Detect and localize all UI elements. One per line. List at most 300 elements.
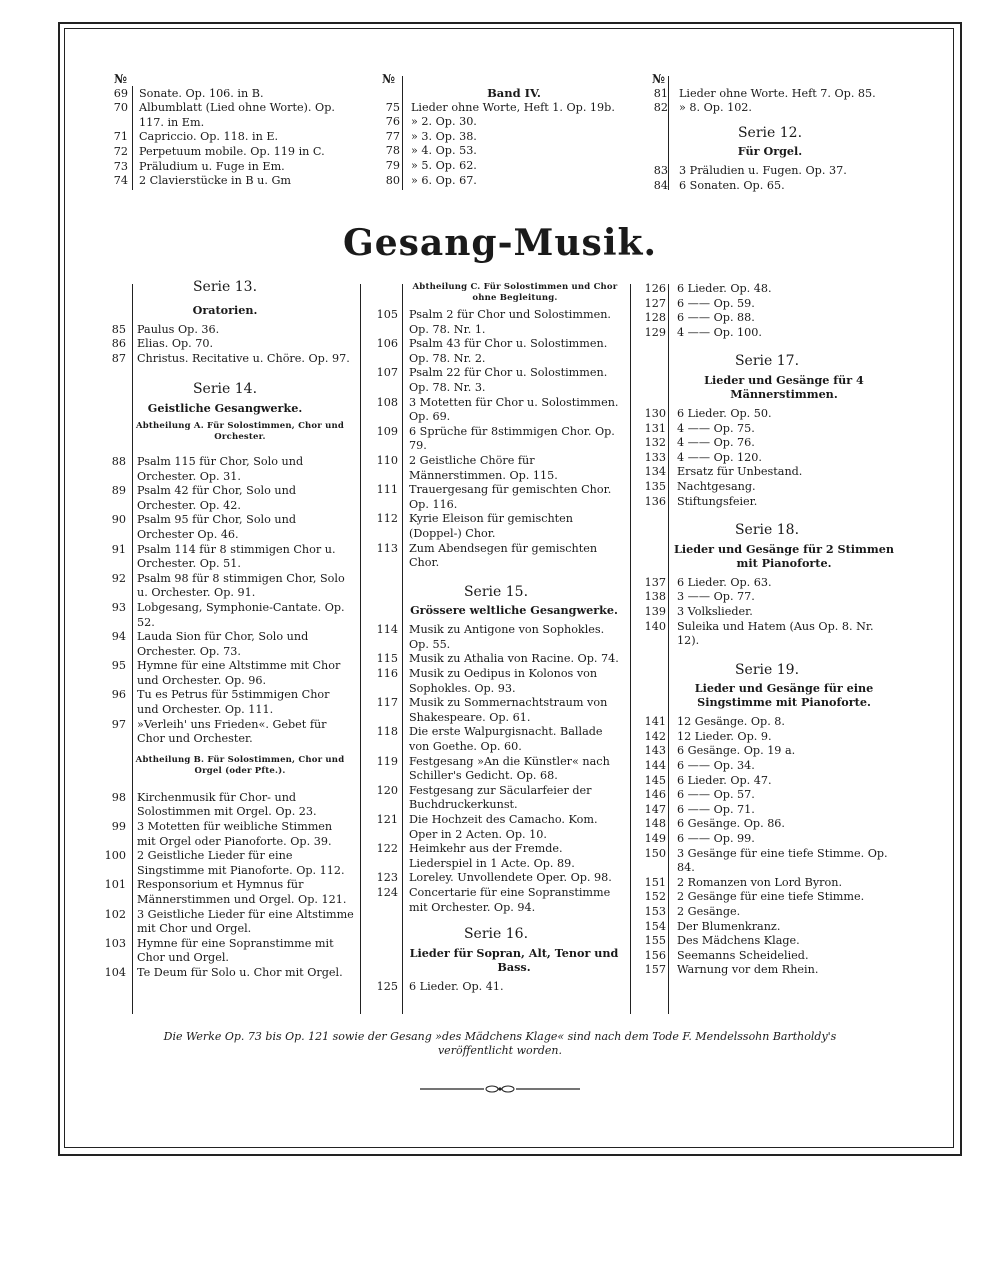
entry-title: 2 Gesänge für eine tiefe Stimme. [677, 890, 865, 904]
entry-title: Lobgesang, Symphonie-Cantate. Op. 52. [137, 600, 345, 629]
list-item [640, 164, 900, 179]
entry-title: 6 Lieder. Op. 50. [677, 406, 772, 420]
entry-title: 6 Gesänge. Op. 86. [677, 817, 785, 831]
entry-number: 101 [104, 878, 126, 892]
entry-title: Tu es Petrus für 5stimmigen Chor und Orchester. Op. 111. [137, 688, 330, 717]
list-item [366, 454, 626, 483]
entry-number: 118 [376, 725, 398, 739]
entry-number: 124 [376, 885, 398, 899]
serie-18-heading: Serie 18. [734, 522, 800, 539]
list-item [96, 352, 354, 367]
entry-title: Zum Abendsegen für gemischten Chor. [409, 541, 598, 570]
entry-title: » 8. Op. 102. [679, 101, 752, 115]
entry-number: 145 [644, 773, 666, 787]
list-item [366, 512, 626, 541]
serie-15-heading: Serie 15. [463, 583, 529, 600]
entry-number: 154 [644, 919, 666, 933]
entry-title: Musik zu Antigone von Sophokles. Op. 55. [409, 623, 605, 651]
entry-number: 119 [376, 754, 398, 768]
entry-number: 100 [104, 849, 126, 863]
list-item [96, 323, 354, 338]
column-divider [630, 284, 631, 1014]
entry-list [636, 282, 898, 340]
entry-title: Psalm 98 für 8 stimmigen Chor, Solo u. Orchester. Op. 91. [137, 571, 345, 600]
column-divider [402, 284, 403, 1014]
entry-number: 153 [644, 905, 666, 918]
entry-number: 127 [644, 296, 666, 310]
entry-title: Präludium u. Fuge in Em. [139, 159, 285, 173]
entry-title: Loreley. Unvollendete Oper. Op. 98. [409, 871, 612, 885]
entry-number: 149 [644, 832, 666, 846]
entry-number: 113 [376, 541, 398, 555]
column-divider [668, 76, 669, 190]
list-item [636, 282, 898, 297]
entry-number: 110 [376, 453, 398, 467]
list-item [364, 130, 624, 145]
entry-title: Musik zu Sommernachtstraum von Shakespeare. Op. 61. [409, 696, 608, 724]
entry-title: Die erste Walpurgisnacht. Ballade von Goethe. Op. 60. [409, 725, 603, 754]
right-column [636, 282, 898, 978]
list-item [636, 803, 898, 818]
entry-title: Psalm 2 für Chor und Solostimmen. Op. 78. Nr. 1. [409, 308, 611, 336]
entry-number: 108 [376, 395, 398, 409]
list-item [100, 145, 356, 160]
entry-title: » 3. Op. 38. [411, 129, 477, 143]
list-item [96, 543, 354, 572]
list-item [364, 101, 624, 116]
list-item [636, 715, 898, 730]
entry-number: 144 [644, 759, 666, 773]
entry-number: 142 [644, 729, 666, 743]
list-item [366, 308, 626, 337]
list-item [636, 832, 898, 847]
entry-number: 111 [376, 483, 398, 497]
entry-number: 112 [376, 512, 398, 526]
entry-title: Christus. Recitative u. Chöre. Op. 97. [137, 351, 350, 365]
middle-column [366, 282, 626, 994]
entry-title: 6 —— Op. 57. [677, 788, 755, 802]
entry-title: Responsorium et Hymnus für Männerstimmen und Orgel. Op. 121. [137, 878, 347, 906]
entry-number: 87 [111, 351, 126, 365]
list-item [366, 652, 626, 667]
list-item [366, 871, 626, 886]
entry-list [366, 980, 626, 995]
list-item [636, 788, 898, 803]
entry-list [96, 455, 354, 747]
entry-title: Kirchenmusik für Chor- und Solostimmen mit Orgel. Op. 23. [137, 790, 317, 819]
list-item [636, 847, 898, 876]
entry-number: 72 [113, 144, 128, 158]
entry-number: 90 [111, 513, 126, 527]
entry-title: 6 —— Op. 34. [677, 759, 755, 773]
list-item [96, 849, 354, 878]
list-item [636, 422, 898, 437]
entry-title: 3 Motetten für weibliche Stimmen mit Orgel oder Pianoforte. Op. 39. [137, 820, 333, 848]
entry-number: 157 [644, 963, 666, 977]
list-item [636, 451, 898, 466]
list-item [96, 572, 354, 601]
entry-list [640, 87, 900, 116]
list-item [100, 160, 356, 175]
entry-title: Der Blumenkranz. [677, 919, 781, 933]
list-item [366, 980, 626, 995]
entry-title: » 4. Op. 53. [411, 144, 477, 158]
entry-title: Kyrie Eleison für gemischten (Doppel-) Chor. [409, 512, 573, 540]
entry-number: 102 [104, 907, 126, 921]
entry-number: 135 [644, 479, 666, 493]
entry-title: Musik zu Oedipus in Kolonos von Sophokles. Op. 93. [409, 667, 598, 695]
list-item [100, 87, 356, 102]
entry-title: 4 —— Op. 75. [677, 421, 755, 435]
entry-title: Hymne für eine Sopranstimme mit Chor und Orgel. [137, 936, 334, 965]
entry-title: Des Mädchens Klage. [677, 934, 800, 948]
entry-number: 155 [644, 934, 666, 948]
entry-number: 152 [644, 890, 666, 904]
list-item [636, 407, 898, 422]
entry-title: Die Hochzeit des Camacho. Kom. Oper in 2 Acten. Op. 10. [409, 813, 598, 841]
column-divider [360, 284, 361, 1014]
list-item [366, 886, 626, 915]
entry-title: Te Deum für Solo u. Chor mit Orgel. [137, 965, 343, 979]
entry-number: 121 [376, 813, 398, 826]
column-divider [132, 284, 133, 1014]
list-item [636, 495, 898, 510]
entry-list [96, 791, 354, 981]
entry-list [96, 323, 354, 367]
entry-list [636, 715, 898, 978]
footnote [110, 1030, 890, 1058]
entry-number: 97 [111, 717, 126, 731]
entry-number: 139 [644, 604, 666, 618]
entry-list [364, 101, 624, 189]
lieder-16-heading: Lieder für Sopran, Alt, Tenor und Bass. [409, 945, 619, 974]
list-item [640, 87, 900, 102]
list-item [636, 934, 898, 949]
list-item [96, 820, 354, 849]
entry-number: 126 [644, 282, 666, 295]
entry-number: 75 [385, 100, 400, 114]
list-item [636, 949, 898, 964]
entry-number: 88 [111, 454, 126, 468]
entry-number: 84 [653, 178, 668, 192]
entry-title: 6 —— Op. 71. [677, 802, 755, 816]
list-item [366, 667, 626, 696]
number-header: № [114, 72, 128, 86]
entry-title: Lieder ohne Worte, Heft 1. Op. 19b. [411, 100, 615, 114]
entry-number: 137 [644, 575, 666, 589]
entry-title: 3 Volkslieder. [677, 604, 753, 618]
lieder-19-heading: Lieder und Gesänge für eine Singstimme mit Pianoforte. [694, 681, 874, 710]
list-item [636, 297, 898, 312]
list-item [636, 920, 898, 935]
entry-number: 148 [644, 817, 666, 831]
column-divider [402, 76, 403, 190]
serie-17-heading: Serie 17. [734, 353, 800, 370]
entry-number: 78 [385, 144, 400, 158]
entry-title: Perpetuum mobile. Op. 119 in C. [139, 144, 325, 158]
list-item [100, 101, 356, 130]
entry-number: 96 [111, 688, 126, 702]
band-heading: Band IV. [487, 86, 541, 100]
entry-number: 143 [644, 744, 666, 758]
entry-title: 6 Lieder. Op. 47. [677, 773, 772, 787]
entry-title: Psalm 22 für Chor u. Solostimmen. Op. 78. Nr. 3. [409, 366, 608, 394]
serie-16-heading: Serie 16. [463, 926, 529, 943]
column-divider [132, 86, 133, 190]
entry-title: » 5. Op. 62. [411, 158, 477, 172]
list-item [636, 730, 898, 745]
list-item [96, 337, 354, 352]
entry-number: 122 [376, 842, 398, 856]
entry-title: 6 Lieder. Op. 48. [677, 282, 772, 295]
top-column-1 [100, 72, 356, 189]
list-item [366, 725, 626, 754]
entry-title: Lauda Sion für Chor, Solo und Orchester. Op. 73. [137, 630, 309, 658]
list-item [364, 159, 624, 174]
serie-14-heading: Serie 14. [192, 381, 258, 398]
entry-title: Musik zu Athalia von Racine. Op. 74. [409, 652, 619, 666]
entry-title: 4 —— Op. 100. [677, 325, 762, 339]
list-item [366, 696, 626, 725]
lieder-17-heading: Lieder und Gesänge für 4 Männerstimmen. [704, 372, 864, 401]
entry-title: 2 Gesänge. [677, 905, 741, 918]
column-divider [668, 284, 669, 1014]
entry-number: 120 [376, 783, 398, 797]
lieder-18-heading: Lieder und Gesänge für 2 Stimmen mit Pianoforte. [674, 541, 894, 570]
entry-number: 123 [376, 871, 398, 885]
list-item [96, 791, 354, 820]
list-item [636, 436, 898, 451]
entry-title: Psalm 95 für Chor, Solo und Orchester Op. 46. [137, 513, 296, 541]
list-item [100, 174, 356, 189]
list-item [366, 425, 626, 454]
list-item [366, 842, 626, 871]
entry-title: 3 —— Op. 77. [677, 590, 755, 604]
entry-title: » 6. Op. 67. [411, 173, 477, 187]
list-item [640, 179, 900, 194]
abtheilung-c-heading: Abtheilung C. Für Solostimmen und Chor ohne Begleitung. [412, 282, 618, 303]
list-item [636, 744, 898, 759]
list-item [366, 542, 626, 571]
list-item [636, 759, 898, 774]
list-item [636, 311, 898, 326]
entry-title: Nachtgesang. [677, 479, 756, 493]
entry-title: Psalm 115 für Chor, Solo und Orchester. Op. 31. [137, 454, 304, 483]
entry-title: Trauergesang für gemischten Chor. Op. 116. [409, 483, 612, 511]
entry-title: 12 Lieder. Op. 9. [677, 729, 772, 743]
groessere-heading: Grössere weltliche Gesangwerke. [410, 603, 618, 618]
list-item [96, 718, 354, 747]
entry-number: 93 [111, 600, 126, 614]
entry-title: Seemanns Scheidelied. [677, 948, 809, 962]
entry-number: 89 [111, 484, 126, 498]
list-item [96, 601, 354, 630]
entry-number: 128 [644, 311, 666, 325]
entry-number: 106 [376, 337, 398, 351]
entry-title: Elias. Op. 70. [137, 337, 214, 351]
list-item [96, 455, 354, 484]
entry-list [636, 576, 898, 649]
entry-title: Stiftungsfeier. [677, 494, 758, 508]
entry-list [366, 308, 626, 571]
list-item [100, 130, 356, 145]
list-item [636, 465, 898, 480]
entry-number: 98 [111, 790, 126, 804]
entry-number: 130 [644, 406, 666, 420]
entry-number: 71 [113, 130, 128, 144]
entry-title: 3 Präludien u. Fugen. Op. 37. [679, 164, 847, 178]
list-item [636, 963, 898, 978]
entry-number: 114 [376, 623, 398, 637]
entry-number: 79 [385, 158, 400, 172]
list-item [366, 396, 626, 425]
page-title: Gesang-Musik. [343, 222, 657, 264]
list-item [96, 513, 354, 542]
list-item [640, 101, 900, 116]
list-item [636, 480, 898, 495]
entry-title: 2 Clavierstücke in B u. Gm [139, 174, 291, 188]
list-item [366, 483, 626, 512]
entry-title: Sonate. Op. 106. in B. [139, 86, 264, 100]
serie-19-heading: Serie 19. [734, 661, 800, 678]
entry-list [636, 407, 898, 509]
entry-title: 2 Geistliche Lieder für eine Singstimme mit Pianoforte. Op. 112. [137, 849, 345, 877]
entry-title: » 2. Op. 30. [411, 115, 477, 129]
entry-number: 151 [644, 875, 666, 889]
list-item [96, 966, 354, 981]
entry-number: 109 [376, 424, 398, 438]
entry-title: 6 Gesänge. Op. 19 a. [677, 744, 796, 758]
ornament-divider [420, 1084, 580, 1094]
entry-title: 12 Gesänge. Op. 8. [677, 715, 785, 729]
entry-number: 141 [644, 715, 666, 729]
list-item [364, 174, 624, 189]
list-item [636, 605, 898, 620]
entry-number: 99 [111, 820, 126, 834]
oratorien-heading: Oratorien. [192, 302, 258, 317]
entry-number: 138 [644, 590, 666, 604]
list-item [364, 115, 624, 130]
entry-number: 86 [111, 337, 126, 351]
entry-number: 73 [113, 159, 128, 173]
entry-title: Lieder ohne Worte. Heft 7. Op. 85. [679, 86, 876, 100]
entry-title: Albumblatt (Lied ohne Worte). Op. 117. in Em. [139, 101, 335, 129]
entry-title: Festgesang zur Säcularfeier der Buchdruckerkunst. [409, 783, 592, 812]
serie-12-heading: Serie 12. [737, 124, 803, 141]
entry-title: 2 Romanzen von Lord Byron. [677, 875, 843, 889]
entry-list [366, 623, 626, 915]
entry-number: 150 [644, 846, 666, 860]
entry-number: 131 [644, 421, 666, 435]
entry-number: 133 [644, 450, 666, 464]
entry-title: Ersatz für Unbestand. [677, 465, 803, 479]
footnote-line-2: veröffentlicht worden. [437, 1044, 563, 1057]
entry-title: Hymne für eine Altstimme mit Chor und Orchester. Op. 96. [137, 659, 341, 687]
serie-13-heading: Serie 13. [192, 279, 258, 295]
entry-title: Psalm 114 für 8 stimmigen Chor u. Orchester. Op. 51. [137, 542, 336, 571]
number-header: № [652, 72, 666, 86]
list-item [364, 144, 624, 159]
entry-number: 146 [644, 788, 666, 802]
entry-title: Heimkehr aus der Fremde. Liederspiel in 1 Acte. Op. 89. [409, 842, 575, 870]
entry-title: 6 —— Op. 99. [677, 832, 755, 846]
entry-number: 95 [111, 659, 126, 673]
entry-number: 104 [104, 965, 126, 979]
list-item [96, 659, 354, 688]
entry-number: 147 [644, 802, 666, 816]
entry-title: 6 —— Op. 88. [677, 311, 755, 325]
entry-number: 140 [644, 619, 666, 633]
entry-number: 77 [385, 129, 400, 143]
entry-number: 70 [113, 101, 128, 115]
entry-title: 3 Gesänge für eine tiefe Stimme. Op. 84. [677, 846, 888, 875]
entry-title: 4 —— Op. 120. [677, 450, 762, 464]
entry-number: 156 [644, 948, 666, 962]
entry-number: 125 [376, 979, 398, 993]
list-item [366, 337, 626, 366]
entry-title: 3 Geistliche Lieder für eine Altstimme mit Chor und Orgel. [137, 907, 354, 936]
entry-number: 136 [644, 494, 666, 508]
entry-number: 76 [385, 115, 400, 129]
list-item [366, 623, 626, 652]
entry-number: 129 [644, 325, 666, 339]
entry-title: Psalm 43 für Chor u. Solostimmen. Op. 78. Nr. 2. [409, 337, 608, 365]
list-item [636, 774, 898, 789]
list-item [636, 620, 898, 649]
entry-title: Concertarie für eine Sopranstimme mit Orchester. Op. 94. [409, 885, 611, 914]
list-item [636, 326, 898, 341]
entry-number: 115 [376, 652, 398, 666]
entry-number: 81 [653, 86, 668, 100]
abtheilung-a-heading: Abtheilung A. Für Solostimmen, Chor und Orchester. [135, 420, 345, 442]
entry-title: »Verleih' uns Frieden«. Gebet für Chor und Orchester. [137, 717, 327, 746]
entry-title: 2 Geistliche Chöre für Männerstimmen. Op. 115. [409, 453, 558, 482]
list-item [96, 630, 354, 659]
entry-number: 69 [113, 86, 128, 100]
entry-number: 83 [653, 164, 668, 178]
top-column-3 [640, 72, 900, 194]
entry-list [640, 164, 900, 193]
entry-number: 103 [104, 936, 126, 950]
entry-title: Capriccio. Op. 118. in E. [139, 130, 279, 144]
entry-number: 116 [376, 667, 398, 681]
abtheilung-b-heading: Abtheilung B. Für Solostimmen, Chor und Orgel (oder Pfte.). [135, 754, 345, 776]
left-column [96, 280, 354, 981]
entry-number: 80 [385, 173, 400, 187]
list-item [366, 755, 626, 784]
entry-number: 74 [113, 174, 128, 188]
number-header: № [382, 72, 396, 86]
list-item [636, 890, 898, 905]
entry-number: 132 [644, 436, 666, 450]
list-item [96, 937, 354, 966]
fuer-orgel-heading: Für Orgel. [737, 144, 803, 159]
entry-number: 92 [111, 571, 126, 585]
entry-title: Paulus Op. 36. [137, 322, 220, 336]
entry-number: 117 [376, 696, 398, 710]
geistliche-heading: Geistliche Gesangwerke. [147, 400, 303, 415]
entry-number: 94 [111, 630, 126, 644]
list-item [96, 878, 354, 907]
entry-title: 3 Motetten für Chor u. Solostimmen. Op. 69. [409, 395, 619, 424]
list-item [636, 817, 898, 832]
entry-title: 6 Sprüche für 8stimmigen Chor. Op. 79. [409, 424, 615, 453]
entry-title: Warnung vor dem Rhein. [677, 963, 819, 977]
entry-title: 6 Lieder. Op. 41. [409, 979, 504, 993]
entry-number: 85 [111, 322, 126, 336]
list-item [96, 908, 354, 937]
entry-title: 6 Sonaten. Op. 65. [679, 178, 785, 192]
